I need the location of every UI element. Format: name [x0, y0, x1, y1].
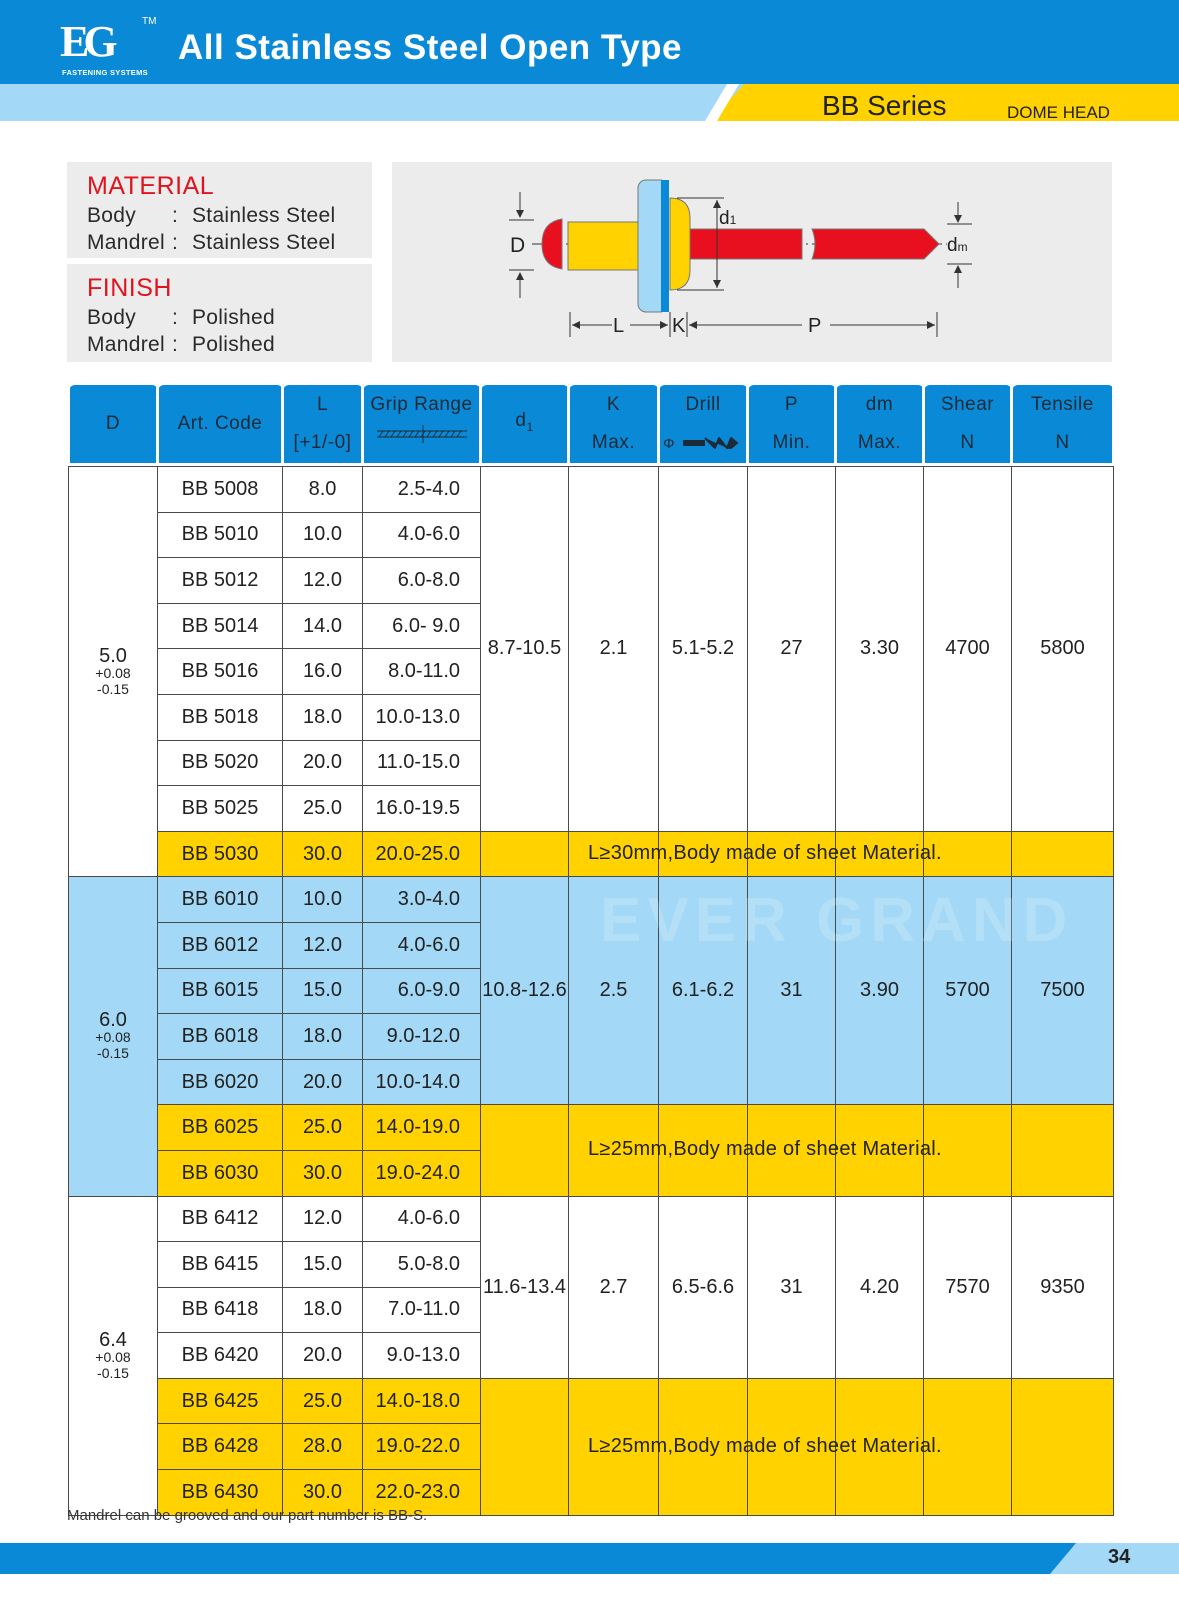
grip-range-cell: 9.0-12.0	[363, 1014, 481, 1060]
k-cell: 2.5	[569, 877, 659, 1105]
art-code-cell: BB 5016	[158, 649, 283, 695]
drill-cell: 5.1-5.2	[659, 467, 748, 832]
finish-mandrel-label: Mandrel	[87, 333, 165, 356]
dm-cell: 3.90	[836, 877, 924, 1105]
sheet-material-cell	[659, 1105, 748, 1196]
sheet-material-cell	[836, 1378, 924, 1515]
material-mandrel-row	[87, 231, 335, 255]
grip-range-cell: 4.0-6.0	[363, 512, 481, 558]
p-cell: 27	[748, 467, 836, 832]
d-cell: 5.0 +0.08 -0.15	[69, 467, 158, 877]
col-header-l: L [+1/-0]	[283, 385, 363, 463]
col-header-dm: dm Max.	[836, 385, 924, 463]
table-row-sheet-material	[69, 1105, 1114, 1151]
footer-band	[0, 1543, 1179, 1574]
dm-cell: 4.20	[836, 1196, 924, 1378]
dm-arrowhead-top	[954, 215, 962, 223]
art-code-cell: BB 5008	[158, 467, 283, 513]
table-row-sheet-material	[69, 831, 1114, 877]
logo-mark: EG	[60, 17, 112, 66]
grip-range-cell: 19.0-22.0	[363, 1424, 481, 1470]
l-cell: 16.0	[283, 649, 363, 695]
sheet-material-note: L≥25mm,Body made of sheet Material.	[588, 1138, 942, 1161]
art-code-cell: BB 6018	[158, 1014, 283, 1060]
grip-range-cell: 4.0-6.0	[363, 1196, 481, 1242]
art-code-cell: BB 6412	[158, 1196, 283, 1242]
dm-arrowhead-bottom	[954, 265, 962, 273]
workpiece-plate-edge	[661, 180, 669, 312]
l-cell: 20.0	[283, 740, 363, 786]
material-mandrel-label: Mandrel	[87, 231, 165, 254]
art-code-cell: BB 5020	[158, 740, 283, 786]
finish-mandrel-sep: :	[172, 333, 179, 356]
art-code-cell: BB 5010	[158, 512, 283, 558]
grip-range-cell: 6.0-9.0	[363, 968, 481, 1014]
material-title: MATERIAL	[87, 172, 215, 200]
col-header-shear: Shear N	[924, 385, 1012, 463]
art-code-cell: BB 5025	[158, 786, 283, 832]
l-cell: 12.0	[283, 558, 363, 604]
D-arrowhead-top	[516, 210, 524, 218]
art-code-cell: BB 5014	[158, 603, 283, 649]
finish-body-row	[87, 306, 275, 330]
d-cell: 6.4 +0.08 -0.15	[69, 1196, 158, 1515]
sheet-material-cell	[1012, 831, 1114, 877]
drill-cell: 6.1-6.2	[659, 877, 748, 1105]
grip-range-cell: 16.0-19.5	[363, 786, 481, 832]
finish-mandrel-value: Polished	[192, 333, 275, 356]
mandrel-shank	[682, 229, 802, 259]
sheet-material-cell	[836, 1105, 924, 1196]
material-panel	[67, 162, 372, 258]
l-cell: 30.0	[283, 831, 363, 877]
grip-range-cell: 20.0-25.0	[363, 831, 481, 877]
material-mandrel-value: Stainless Steel	[192, 231, 336, 254]
grip-range-cell: 6.0-8.0	[363, 558, 481, 604]
finish-mandrel-row	[87, 333, 275, 357]
sheet-material-note: L≥25mm,Body made of sheet Material.	[588, 1434, 942, 1457]
sheet-material-cell	[924, 1105, 1012, 1196]
mandrel-head	[542, 219, 562, 269]
l-cell: 12.0	[283, 922, 363, 968]
grip-range-cell: 5.0-8.0	[363, 1242, 481, 1288]
shear-cell: 7570	[924, 1196, 1012, 1378]
D-arrowhead-bottom	[516, 272, 524, 280]
sheet-material-cell	[481, 1105, 569, 1196]
art-code-cell: BB 6025	[158, 1105, 283, 1151]
table-row	[69, 467, 1114, 513]
finish-body-label: Body	[87, 306, 137, 329]
grip-range-cell: 9.0-13.0	[363, 1333, 481, 1379]
finish-panel	[67, 264, 372, 362]
art-code-cell: BB 6030	[158, 1150, 283, 1196]
l-cell: 12.0	[283, 1196, 363, 1242]
grip-range-cell: 22.0-23.0	[363, 1470, 481, 1516]
col-header-drill: Drill Φ	[659, 385, 748, 463]
spec-table-body	[69, 467, 1114, 1516]
grip-range-cell: 8.0-11.0	[363, 649, 481, 695]
art-code-cell: BB 6428	[158, 1424, 283, 1470]
art-code-cell: BB 6430	[158, 1470, 283, 1516]
l-cell: 18.0	[283, 1014, 363, 1060]
l-cell: 10.0	[283, 512, 363, 558]
col-header-p: P Min.	[748, 385, 836, 463]
art-code-cell: BB 6020	[158, 1059, 283, 1105]
rivet-diagram-svg	[392, 162, 1112, 362]
material-body-sep: :	[172, 204, 179, 227]
company-logo	[58, 14, 158, 80]
l-cell: 25.0	[283, 1378, 363, 1424]
grip-range-cell: 10.0-13.0	[363, 694, 481, 740]
grip-range-cell: 7.0-11.0	[363, 1287, 481, 1333]
sheet-material-note: L≥30mm,Body made of sheet Material.	[588, 842, 942, 865]
sheet-material-cell	[659, 1378, 748, 1515]
P-label: P	[808, 315, 822, 337]
col-header-art-code: Art. Code	[158, 385, 283, 463]
rivet-diagram	[392, 162, 1112, 362]
col-header-tensile: Tensile N	[1012, 385, 1114, 463]
sheet-material-cell	[1012, 1378, 1114, 1515]
mandrel-tip	[812, 229, 939, 259]
col-header-d1: $d_1$	[481, 385, 569, 463]
col-header-grip-range: Grip Range	[363, 385, 481, 463]
dm-label: dm	[947, 235, 968, 256]
l-cell: 18.0	[283, 694, 363, 740]
finish-body-sep: :	[172, 306, 179, 329]
sheet-material-cell	[748, 1105, 836, 1196]
grip-range-cell: 19.0-24.0	[363, 1150, 481, 1196]
d-cell: 6.0 +0.08 -0.15	[69, 877, 158, 1196]
sheet-material-cell	[659, 831, 748, 877]
l-cell: 14.0	[283, 603, 363, 649]
l-cell: 8.0	[283, 467, 363, 513]
art-code-cell: BB 6010	[158, 877, 283, 923]
col-header-d: D	[69, 385, 158, 463]
sheet-material-cell	[481, 831, 569, 877]
d1-label: d1	[719, 208, 737, 229]
sheet-material-cell	[748, 1378, 836, 1515]
art-code-cell: BB 6420	[158, 1333, 283, 1379]
d1-cell: 8.7-10.5	[481, 467, 569, 832]
finish-body-value: Polished	[192, 306, 275, 329]
table-row-sheet-material	[69, 1378, 1114, 1424]
sheet-material-cell	[836, 831, 924, 877]
dm-cell: 3.30	[836, 467, 924, 832]
material-body-row	[87, 204, 335, 228]
l-cell: 15.0	[283, 968, 363, 1014]
l-cell: 28.0	[283, 1424, 363, 1470]
grip-range-cell: 6.0- 9.0	[363, 603, 481, 649]
sheet-material-cell	[481, 1378, 569, 1515]
l-cell: 18.0	[283, 1287, 363, 1333]
l-cell: 25.0	[283, 1105, 363, 1151]
sheet-material-cell	[569, 1105, 659, 1196]
footnote: Mandrel can be grooved and our part number is BB-S.	[67, 1507, 428, 1524]
series-title: BB Series	[822, 90, 947, 121]
tensile-cell: 9350	[1012, 1196, 1114, 1378]
l-cell: 10.0	[283, 877, 363, 923]
sheet-material-cell	[569, 1378, 659, 1515]
d1-cell: 10.8-12.6	[481, 877, 569, 1105]
sheet-material-cell	[924, 831, 1012, 877]
grip-range-cell: 3.0-4.0	[363, 877, 481, 923]
grip-range-cell: 4.0-6.0	[363, 922, 481, 968]
d1-cell: 11.6-13.4	[481, 1196, 569, 1378]
logo-trademark: TM	[142, 16, 157, 27]
l-cell: 25.0	[283, 786, 363, 832]
art-code-cell: BB 5018	[158, 694, 283, 740]
shear-cell: 4700	[924, 467, 1012, 832]
p-cell: 31	[748, 1196, 836, 1378]
p-cell: 31	[748, 877, 836, 1105]
watermark: EVER GRAND	[600, 886, 1074, 955]
tensile-cell: 5800	[1012, 467, 1114, 832]
grip-range-icon	[375, 425, 469, 443]
material-mandrel-sep: :	[172, 231, 179, 254]
sheet-material-cell	[748, 831, 836, 877]
l-cell: 15.0	[283, 1242, 363, 1288]
grip-range-cell: 14.0-18.0	[363, 1378, 481, 1424]
art-code-cell: BB 5030	[158, 831, 283, 877]
k-cell: 2.1	[569, 467, 659, 832]
l-cell: 20.0	[283, 1059, 363, 1105]
sheet-material-cell	[1012, 1105, 1114, 1196]
k-cell: 2.7	[569, 1196, 659, 1378]
l-cell: 20.0	[283, 1333, 363, 1379]
finish-title: FINISH	[87, 274, 172, 302]
l-cell: 30.0	[283, 1150, 363, 1196]
art-code-cell: BB 6418	[158, 1287, 283, 1333]
shear-cell: 5700	[924, 877, 1012, 1105]
rivet-flange	[670, 198, 690, 290]
drill-cell: 6.5-6.6	[659, 1196, 748, 1378]
art-code-cell: BB 5012	[158, 558, 283, 604]
art-code-cell: BB 6415	[158, 1242, 283, 1288]
grip-range-cell: 10.0-14.0	[363, 1059, 481, 1105]
grip-range-cell: 11.0-15.0	[363, 740, 481, 786]
art-code-cell: BB 6425	[158, 1378, 283, 1424]
l-cell: 30.0	[283, 1470, 363, 1516]
logo-subtitle: FASTENING SYSTEMS	[62, 68, 148, 77]
L-label: L	[613, 315, 625, 337]
page-title: All Stainless Steel Open Type	[178, 28, 683, 67]
sheet-material-cell	[569, 831, 659, 877]
art-code-cell: BB 6015	[158, 968, 283, 1014]
material-body-label: Body	[87, 204, 137, 227]
grip-range-cell: 14.0-19.0	[363, 1105, 481, 1151]
table-header-row	[69, 385, 1114, 463]
D-label: D	[510, 234, 526, 257]
art-code-cell: BB 6012	[158, 922, 283, 968]
table-row	[69, 1196, 1114, 1242]
series-subtitle: DOME HEAD	[1007, 103, 1110, 122]
sheet-material-cell	[924, 1378, 1012, 1515]
drill-bit-icon	[681, 437, 743, 449]
col-header-k: K Max.	[569, 385, 659, 463]
material-body-value: Stainless Steel	[192, 204, 336, 227]
K-label: K	[672, 315, 686, 337]
grip-range-cell: 2.5-4.0	[363, 467, 481, 513]
page-number: 34	[1108, 1546, 1131, 1568]
tensile-cell: 7500	[1012, 877, 1114, 1105]
